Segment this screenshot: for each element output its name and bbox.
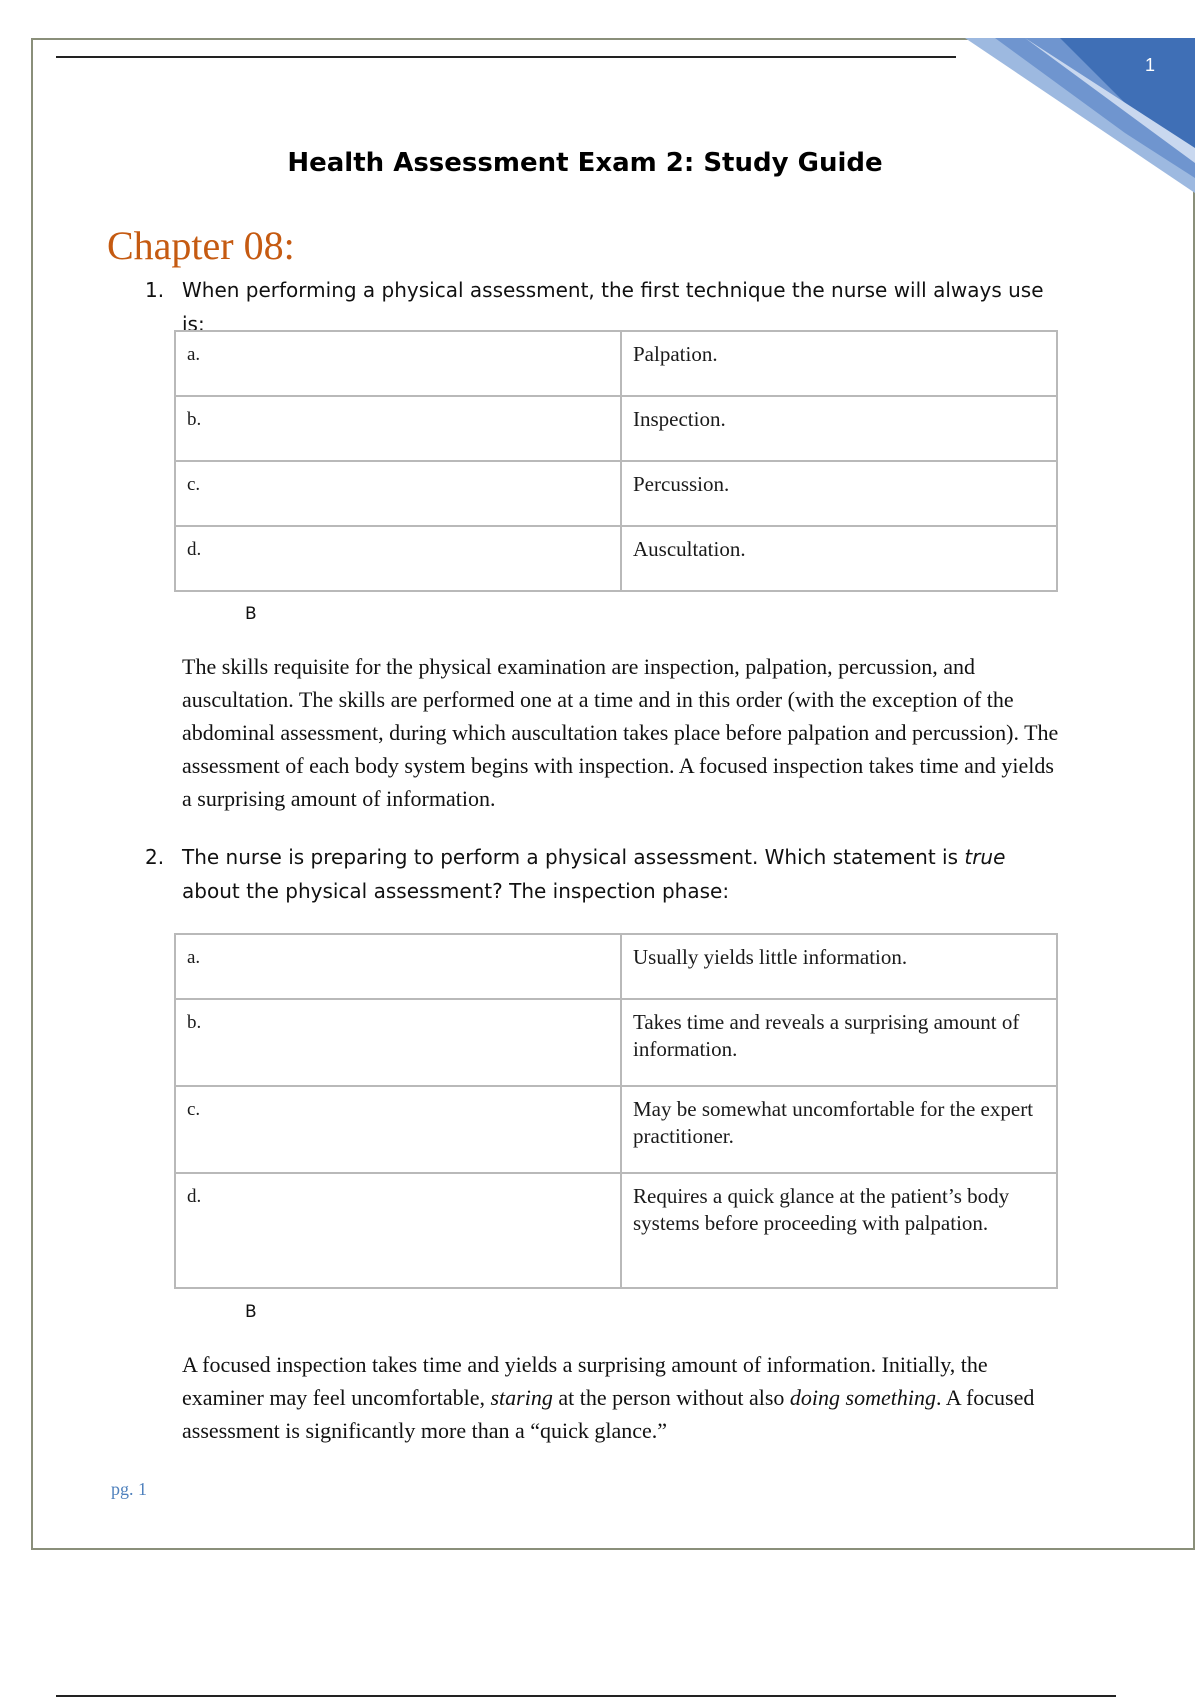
option-row	[175, 461, 1057, 526]
option-text: Usually yields little information.	[621, 934, 1057, 999]
option-letter: a.	[175, 934, 621, 999]
question-text-part: about the physical assessment? The inspection phase:	[182, 879, 730, 903]
chapter-heading: Chapter 08:	[107, 223, 295, 268]
rationale-emphasis: doing something	[789, 1385, 936, 1410]
option-letter: a.	[175, 331, 621, 396]
option-row	[175, 1173, 1057, 1288]
question-text-part: The nurse is preparing to perform a physical assessment. Which statement is	[182, 845, 958, 869]
option-row	[175, 1086, 1057, 1173]
option-text: Auscultation.	[621, 526, 1057, 591]
question-number: 2.	[145, 845, 165, 869]
question-number: 1.	[145, 278, 165, 302]
question-emphasis: true	[964, 845, 1006, 869]
rationale-part: . A focused assessment is significantly more than a “quick glance.”	[182, 1385, 1035, 1443]
option-row	[175, 934, 1057, 999]
header-rule	[56, 56, 956, 58]
question-text: When performing a physical assessment, the first technique the nurse will always use is:	[182, 278, 1044, 336]
option-letter: c.	[175, 461, 621, 526]
page-footer-label: pg. 1	[111, 1479, 147, 1499]
option-letter: c.	[175, 1086, 621, 1173]
option-letter: d.	[175, 526, 621, 591]
option-row	[175, 396, 1057, 461]
question-text	[182, 840, 1065, 908]
answer-key: B	[245, 604, 257, 624]
option-letter: b.	[175, 999, 621, 1086]
options-table-2	[174, 933, 1058, 1289]
next-page-rule	[56, 1695, 1116, 1697]
option-letter: b.	[175, 396, 621, 461]
question-2	[145, 840, 1065, 908]
options-table-1	[174, 330, 1058, 592]
option-row	[175, 331, 1057, 396]
option-row	[175, 999, 1057, 1086]
option-text: Inspection.	[621, 396, 1057, 461]
document-title: Health Assessment Exam 2: Study Guide	[287, 148, 883, 178]
option-letter: d.	[175, 1173, 621, 1288]
rationale	[182, 1348, 1062, 1447]
rationale-part: A focused inspection takes time and yields a surprising amount of information. Initially, the examiner may feel uncomfortable,	[182, 1352, 988, 1410]
rationale-part: at the person without also	[552, 1385, 790, 1410]
option-row	[175, 526, 1057, 591]
option-text: Requires a quick glance at the patient’s body systems before proceeding with palpation.	[621, 1173, 1057, 1288]
option-text: Percussion.	[621, 461, 1057, 526]
option-text: Takes time and reveals a surprising amount of information.	[621, 999, 1057, 1086]
page-number: 1	[1144, 55, 1155, 75]
rationale-emphasis: staring	[490, 1385, 553, 1410]
option-text: Palpation.	[621, 331, 1057, 396]
option-text: May be somewhat uncomfortable for the expert practitioner.	[621, 1086, 1057, 1173]
answer-key: B	[245, 1302, 257, 1322]
rationale: The skills requisite for the physical examination are inspection, palpation, percussion, and auscultation. The skills are performed one at a time and in this order (with the exception of the abdominal assessment, during which auscultation takes place before palpation and percussion). The assessment of each body system begins with inspection. A focused inspection takes time and yields a surprising amount of information.	[182, 654, 1059, 811]
